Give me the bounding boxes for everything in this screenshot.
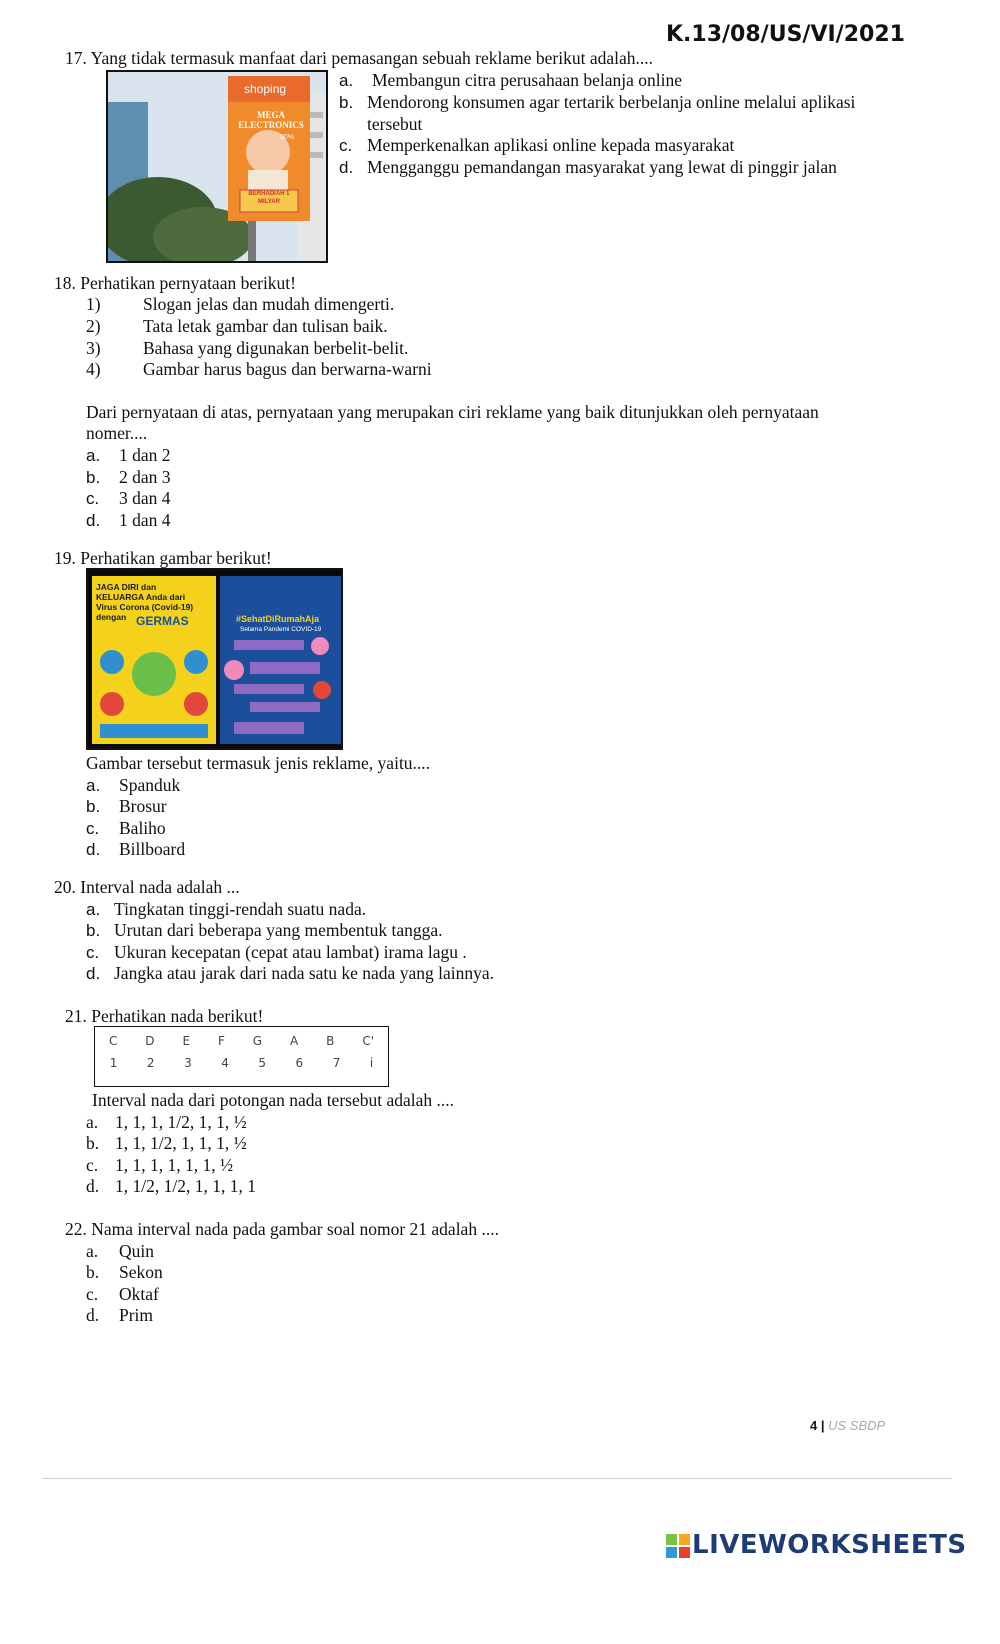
germas-poster	[92, 576, 216, 744]
q21-option-c[interactable]: 1, 1, 1, 1, 1, 1, ½	[115, 1155, 234, 1175]
q18-option-b-letter: b.	[86, 468, 101, 487]
nada-number: 3	[184, 1056, 192, 1070]
footer-divider	[42, 1478, 952, 1479]
q22-option-a-letter: a.	[86, 1241, 99, 1261]
billboard-shop-label: shoping	[244, 82, 287, 96]
q21-option-b[interactable]: 1, 1, 1/2, 1, 1, 1, ½	[115, 1133, 247, 1153]
question-20: 20. Interval nada adalah ...	[54, 877, 240, 897]
q18-option-c-letter: c.	[86, 489, 100, 508]
q17-billboard-image	[106, 70, 328, 263]
nada-number: 1	[109, 1056, 118, 1070]
question-19: 19. Perhatikan gambar berikut!	[54, 548, 272, 568]
nada-numbers-row	[95, 1056, 388, 1070]
q22-option-c-letter: c.	[86, 1284, 99, 1304]
q18-statement-1-num: 1)	[86, 294, 101, 314]
q20-option-d-letter: d.	[86, 964, 101, 983]
sehat-poster-subtitle: Selama Pandemi COVID-19	[240, 626, 322, 633]
q19-option-b-letter: b.	[86, 797, 101, 816]
billboard-prize: BERHADIAH 1 MILYAR	[248, 191, 290, 205]
q18-statement-1: Slogan jelas dan mudah dimengerti.	[143, 294, 395, 314]
q19-option-d[interactable]: Billboard	[119, 839, 186, 859]
billboard-brand-text: MEGA ELECTRONICS	[238, 110, 304, 130]
nada-notes-row	[95, 1034, 388, 1048]
q22-option-d-letter: d.	[86, 1305, 100, 1325]
q22-option-b[interactable]: Sekon	[119, 1262, 163, 1282]
q21-option-b-letter: b.	[86, 1133, 100, 1153]
q20-option-a[interactable]: Tingkatan tinggi-rendah suatu nada.	[114, 899, 367, 919]
q21-option-d[interactable]: 1, 1/2, 1/2, 1, 1, 1, 1	[115, 1176, 256, 1196]
q22-option-c[interactable]: Oktaf	[119, 1284, 159, 1304]
q18-option-a-letter: a.	[86, 446, 101, 465]
q17-option-b-cont: tersebut	[367, 114, 423, 134]
sehat-poster-title: #SehatDiRumahAja	[236, 614, 320, 624]
nada-number: 5	[258, 1056, 267, 1070]
nada-note: E	[182, 1034, 191, 1048]
nada-note: D	[145, 1034, 155, 1048]
q18-statement-2-num: 2)	[86, 316, 101, 336]
germas-poster-title: JAGA DIRI dan KELUARGA Anda dari Virus Corona (Covid-19) dengan	[96, 582, 194, 622]
page-footer	[810, 1418, 885, 1433]
q17-option-a[interactable]: Membangun citra perusahaan belanja online	[372, 70, 683, 90]
q21-nada-table	[94, 1026, 389, 1087]
q21-option-a[interactable]: 1, 1, 1, 1/2, 1, 1, ½	[115, 1112, 247, 1132]
nada-note: G	[252, 1034, 263, 1048]
q18-prompt-line-2: nomer....	[86, 423, 148, 443]
q18-statement-3-num: 3)	[86, 338, 101, 358]
q18-statement-4-num: 4)	[86, 359, 101, 379]
nada-note: B	[326, 1034, 335, 1048]
q21-option-a-letter: a.	[86, 1112, 99, 1132]
q21-option-c-letter: c.	[86, 1155, 99, 1175]
q20-option-b[interactable]: Urutan dari beberapa yang membentuk tangga.	[114, 920, 443, 940]
nada-number: 6	[295, 1056, 304, 1070]
q20-option-c-letter: c.	[86, 943, 100, 962]
liveworksheets-logo-icon	[666, 1534, 690, 1558]
question-18: 18. Perhatikan pernyataan berikut!	[54, 273, 296, 293]
q18-statement-4: Gambar harus bagus dan berwarna-warni	[143, 359, 432, 379]
question-22: 22. Nama interval nada pada gambar soal nomor 21 adalah ....	[65, 1219, 499, 1239]
question-17: 17. Yang tidak termasuk manfaat dari pemasangan sebuah reklame berikut adalah....	[65, 48, 654, 68]
q22-option-d[interactable]: Prim	[119, 1305, 154, 1325]
q20-option-a-letter: a.	[86, 900, 101, 919]
q19-option-c-letter: c.	[86, 819, 100, 838]
q18-statement-3: Bahasa yang digunakan berbelit-belit.	[143, 338, 409, 358]
nada-number: 4	[221, 1056, 229, 1070]
q20-option-b-letter: b.	[86, 921, 101, 940]
q17-option-c-letter: c.	[339, 136, 353, 155]
q18-option-b[interactable]: 2 dan 3	[119, 467, 171, 487]
q19-prompt: Gambar tersebut termasuk jenis reklame, yaitu....	[86, 753, 431, 773]
billboard-photo-illustration	[108, 72, 326, 261]
q17-option-d-letter: d.	[339, 158, 354, 177]
nada-note: C'	[362, 1034, 374, 1048]
nada-number: 7	[332, 1056, 341, 1070]
liveworksheets-watermark: LIVEWORKSHEETS	[692, 1530, 967, 1560]
footer-separator: |	[820, 1418, 825, 1433]
q22-option-a[interactable]: Quin	[119, 1241, 154, 1261]
q19-poster-image	[86, 568, 343, 750]
q19-option-d-letter: d.	[86, 840, 101, 859]
q17-option-c[interactable]: Memperkenalkan aplikasi online kepada masyarakat	[367, 135, 735, 155]
q19-option-a-letter: a.	[86, 776, 101, 795]
q19-option-b[interactable]: Brosur	[119, 796, 167, 816]
q18-option-d[interactable]: 1 dan 4	[119, 510, 171, 530]
q17-option-b[interactable]: Mendorong konsumen agar tertarik berbelanja online melalui aplikasi	[367, 92, 856, 112]
q18-option-d-letter: d.	[86, 511, 101, 530]
sehat-poster-illustration	[220, 636, 341, 744]
q19-option-c[interactable]: Baliho	[119, 818, 166, 838]
q18-statement-2: Tata letak gambar dan tulisan baik.	[143, 316, 388, 336]
q18-option-c[interactable]: 3 dan 4	[119, 488, 171, 508]
q19-option-a[interactable]: Spanduk	[119, 775, 181, 795]
q20-option-c[interactable]: Ukuran kecepatan (cepat atau lambat) irama lagu .	[114, 942, 467, 962]
footer-label: US SBDP	[828, 1418, 886, 1433]
q17-option-d[interactable]: Mengganggu pemandangan masyarakat yang lewat di pinggir jalan	[367, 157, 837, 177]
germas-poster-illustration	[92, 632, 216, 744]
q17-option-a-letter: a.	[339, 71, 354, 90]
document-code: K.13/08/US/VI/2021	[666, 22, 905, 47]
q20-option-d[interactable]: Jangka atau jarak dari nada satu ke nada yang lainnya.	[114, 963, 494, 983]
nada-note: A	[290, 1034, 299, 1048]
q22-option-b-letter: b.	[86, 1262, 100, 1282]
nada-note: F	[217, 1034, 225, 1048]
germas-poster-brand: GERMAS	[136, 614, 189, 628]
question-21: 21. Perhatikan nada berikut!	[65, 1006, 264, 1026]
q21-option-d-letter: d.	[86, 1176, 100, 1196]
nada-number: i	[369, 1056, 374, 1070]
q21-prompt: Interval nada dari potongan nada tersebut adalah ....	[92, 1090, 455, 1110]
page-number: 4	[810, 1418, 818, 1433]
q18-prompt-line-1: Dari pernyataan di atas, pernyataan yang merupakan ciri reklame yang baik ditunjukkan oleh pernyataan	[86, 402, 819, 422]
q17-option-b-letter: b.	[339, 93, 354, 112]
billboard-percent: 90%	[280, 134, 295, 141]
nada-number: 2	[146, 1056, 155, 1070]
q18-option-a[interactable]: 1 dan 2	[119, 445, 171, 465]
nada-note: C	[108, 1034, 118, 1048]
sehat-poster	[220, 576, 341, 744]
